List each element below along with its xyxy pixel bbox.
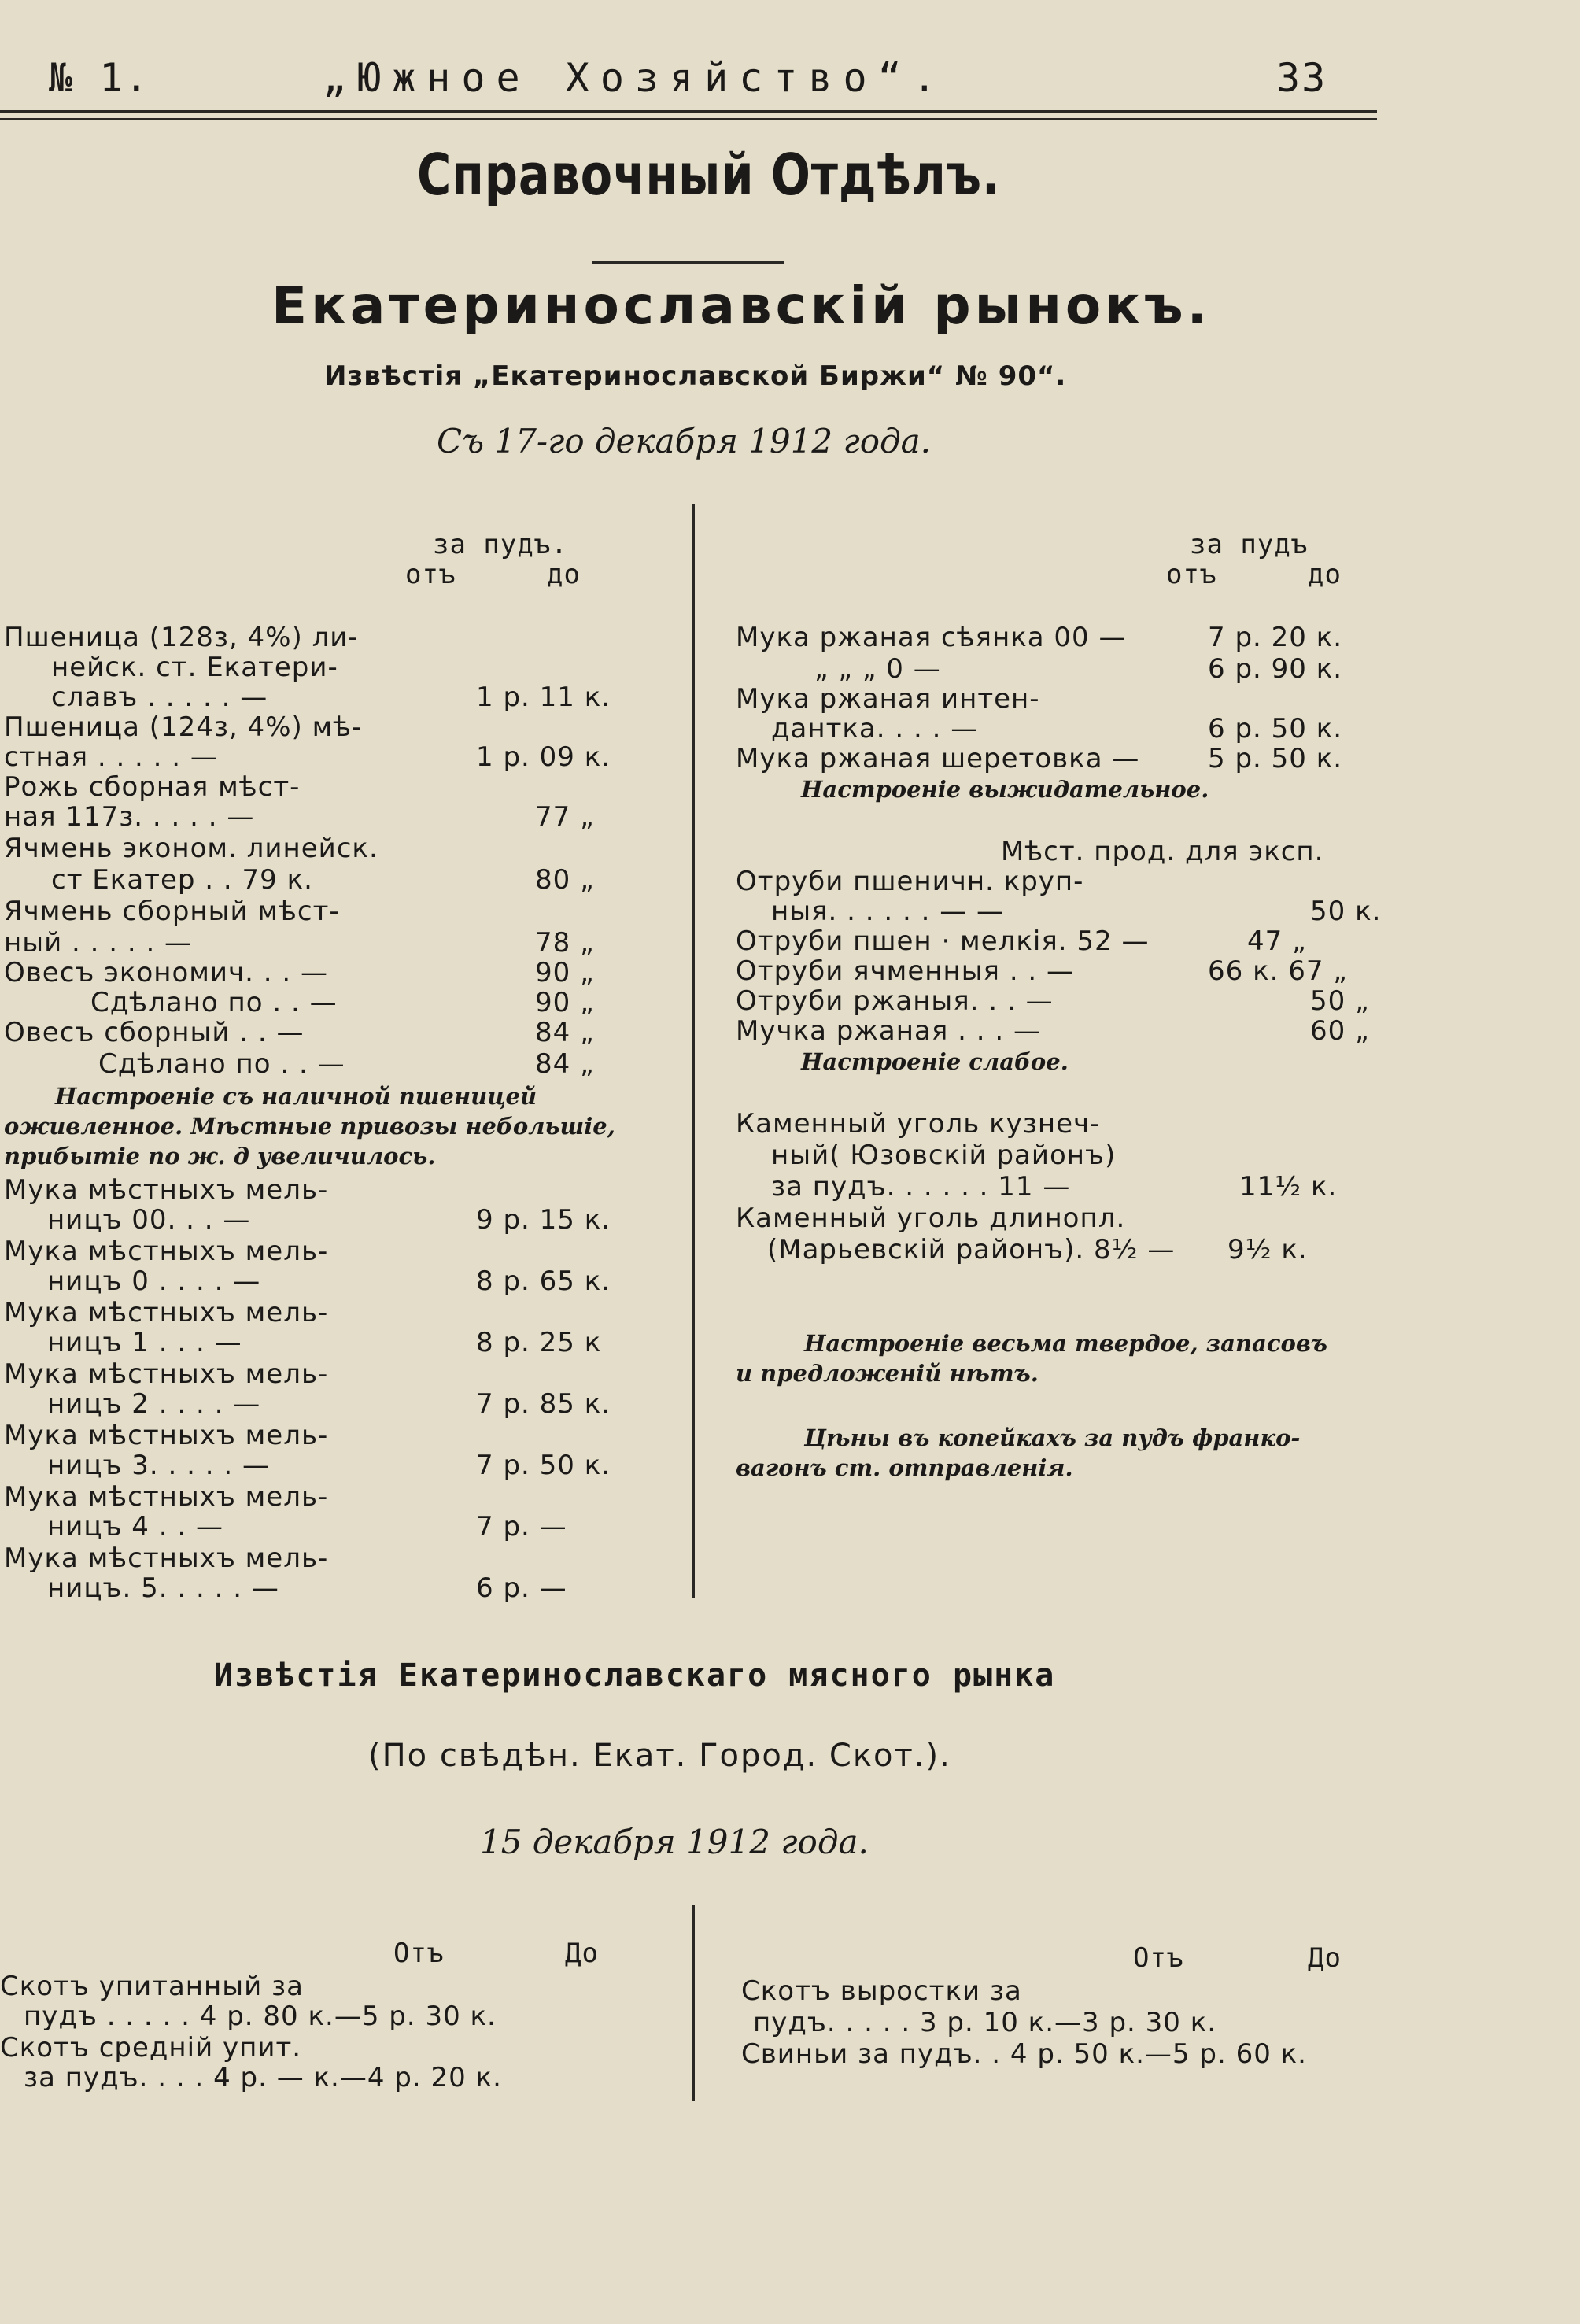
row-value: 50 „ xyxy=(1310,985,1370,1017)
row-label: ст Екатер . . 79 к. xyxy=(51,864,313,896)
note-line: и предложеній нѣтъ. xyxy=(736,1360,1039,1387)
row-label: ницъ 4 . . — xyxy=(47,1511,223,1543)
row-label: Мука ржаная сѣянка 00 — xyxy=(736,622,1127,653)
row-label: ницъ 3. . . . . — xyxy=(47,1450,271,1481)
row-value: 47 „ xyxy=(1247,926,1307,957)
title-divider xyxy=(592,261,784,264)
section-title: Справочный Отдѣлъ. xyxy=(417,142,1001,208)
row-label: (Марьевскій районъ). 8½ — xyxy=(767,1234,1176,1265)
journal-title: „Южное Хозяйство“. xyxy=(323,55,947,101)
note-line: Цѣны въ копейкахъ за пудъ франко- xyxy=(804,1424,1301,1451)
row-label: стная . . . . . — xyxy=(4,741,218,773)
row-label: дантка. . . . — xyxy=(771,713,979,744)
row-label: Пшеница (124з, 4%) мѣ- xyxy=(4,711,363,743)
row-value: 84 „ xyxy=(535,1048,595,1080)
row-label: Мучка ржаная . . . — xyxy=(736,1015,1041,1047)
row-label: ный . . . . . — xyxy=(4,927,193,959)
row-value: 5 р. 50 к. xyxy=(1208,743,1343,774)
date-line: Съ 17-го декабря 1912 года. xyxy=(437,422,932,460)
source-line: Извѣстія „Екатеринославской Биржи“ № 90“. xyxy=(324,360,1067,392)
row-label: Овесъ экономич. . . — xyxy=(4,957,328,988)
row-label: ная 117з. . . . . — xyxy=(4,801,255,833)
row-label: Ячмень эконом. линейск. xyxy=(4,833,378,864)
right-head-from: отъ xyxy=(1166,559,1217,590)
meat-left-head-from: Отъ xyxy=(393,1938,445,1969)
row-value: 6 р. — xyxy=(476,1572,567,1604)
meat-market-subtitle: (По свѣдѣн. Екат. Город. Скот.). xyxy=(368,1738,951,1774)
row-value: 60 „ xyxy=(1310,1015,1370,1047)
row-label: Скотъ выростки за xyxy=(741,1975,1022,2007)
issue-number: № 1. xyxy=(49,55,150,101)
row-value: 6 р. 50 к. xyxy=(1208,713,1343,744)
row-label: Мука мѣстныхъ мель- xyxy=(4,1543,329,1574)
row-label: Отруби пшеничн. круп- xyxy=(736,866,1084,897)
row-label: Сдѣлано по . . — xyxy=(90,987,338,1018)
row-value: 80 „ xyxy=(535,864,595,896)
note-line: прибытіе по ж. д увеличилось. xyxy=(4,1143,436,1169)
row-label: Отруби ржаныя. . . — xyxy=(736,985,1054,1017)
row-label: Ячмень сборный мѣст- xyxy=(4,896,340,927)
row-value: 77 „ xyxy=(535,801,595,833)
right-export-head: Мѣст. прод. для эксп. xyxy=(1001,836,1324,867)
row-value: 7 р. 50 к. xyxy=(476,1450,611,1481)
row-value: 50 к. xyxy=(1310,896,1382,927)
note-line: Настроеніе съ наличной пшеницей xyxy=(55,1083,537,1110)
row-label: Пшеница (128з, 4%) ли- xyxy=(4,622,359,653)
row-value: 9½ к. xyxy=(1227,1234,1308,1265)
row-label: „ „ „ 0 — xyxy=(814,653,941,685)
row-label: ницъ 2 . . . . — xyxy=(47,1388,261,1420)
row-label: Отруби пшен · мелкія. 52 — xyxy=(736,926,1150,957)
row-label: Скотъ средній упит. xyxy=(0,2032,302,2064)
note-line: вагонъ ст. отправленія. xyxy=(736,1454,1073,1481)
row-value: 84 „ xyxy=(535,1017,595,1048)
row-label: Мука мѣстныхъ мель- xyxy=(4,1420,329,1451)
left-head-top: за пудъ. xyxy=(433,529,568,560)
header-rule-top xyxy=(0,110,1377,113)
row-label: ницъ. 5. . . . . — xyxy=(47,1572,279,1604)
meat-right-head-from: Отъ xyxy=(1133,1942,1184,1974)
page-number: 33 xyxy=(1276,55,1327,101)
row-label: за пудъ. . . . . . 11 — xyxy=(771,1171,1071,1203)
row-label: ницъ 0 . . . . — xyxy=(47,1265,261,1297)
row-label: Мука мѣстныхъ мель- xyxy=(4,1297,329,1328)
row-label: Мука мѣстныхъ мель- xyxy=(4,1236,329,1267)
meat-column-separator xyxy=(692,1905,695,2101)
row-label: Мука ржаная интен- xyxy=(736,683,1040,715)
row-value: 11½ к. xyxy=(1239,1171,1338,1203)
row-label: за пудъ. . . . 4 р. — к.—4 р. 20 к. xyxy=(24,2062,502,2093)
row-value: 8 р. 65 к. xyxy=(476,1265,611,1297)
note-line: оживленное. Мѣстные привозы небольшіе, xyxy=(4,1113,615,1140)
note-line: Настроеніе выжидательное. xyxy=(801,776,1209,803)
right-head-top: за пудъ xyxy=(1190,529,1309,560)
row-value: 1 р. 11 к. xyxy=(476,682,611,713)
row-label: Мука ржаная шеретовка — xyxy=(736,743,1140,774)
row-label: Свиньи за пудъ. . 4 р. 50 к.—5 р. 60 к. xyxy=(741,2038,1307,2070)
row-label: Овесъ сборный . . — xyxy=(4,1017,305,1048)
row-label: Каменный уголь длинопл. xyxy=(736,1203,1126,1234)
row-value: 90 „ xyxy=(535,957,595,988)
row-label: Рожь сборная мѣст- xyxy=(4,771,301,803)
meat-right-head-to: До xyxy=(1308,1942,1342,1974)
row-label: Мука мѣстныхъ мель- xyxy=(4,1481,329,1513)
header-rule-bottom xyxy=(0,118,1377,120)
row-value: 8 р. 25 к xyxy=(476,1327,602,1358)
row-label: ный( Юзовскій районъ) xyxy=(771,1140,1117,1171)
row-label: Отруби ячменныя . . — xyxy=(736,955,1075,987)
row-label: ницъ 00. . . — xyxy=(47,1204,251,1236)
row-label: пудъ . . . . . 4 р. 80 к.—5 р. 30 к. xyxy=(24,2001,497,2032)
row-value: 7 р. 20 к. xyxy=(1208,622,1343,653)
row-label: Сдѣлано по . . — xyxy=(98,1048,345,1080)
row-label: Мука мѣстныхъ мель- xyxy=(4,1174,329,1206)
note-line: Настроеніе весьма твердое, запасовъ xyxy=(804,1330,1327,1357)
row-label: Каменный уголь кузнеч- xyxy=(736,1108,1101,1140)
left-head-to: до xyxy=(547,559,581,590)
market-title: Екатеринославскій рынокъ. xyxy=(271,275,1211,336)
row-value: 1 р. 09 к. xyxy=(476,741,611,773)
meat-market-title: Извѣстія Екатеринославскаго мясного рынка xyxy=(214,1657,1056,1694)
row-label: нейск. ст. Екатери- xyxy=(51,652,338,683)
column-separator xyxy=(692,504,695,1598)
row-value: 6 р. 90 к. xyxy=(1208,653,1343,685)
row-value: 9 р. 15 к. xyxy=(476,1204,611,1236)
row-label: пудъ. . . . . 3 р. 10 к.—3 р. 30 к. xyxy=(753,2007,1217,2038)
row-value: 90 „ xyxy=(535,987,595,1018)
row-value: 78 „ xyxy=(535,927,595,959)
row-label: Мука мѣстныхъ мель- xyxy=(4,1358,329,1390)
note-line: Настроеніе слабое. xyxy=(801,1048,1069,1075)
row-label: славъ . . . . . — xyxy=(51,682,268,713)
row-label: Скотъ упитанный за xyxy=(0,1971,304,2002)
row-value: 66 к. 67 „ xyxy=(1208,955,1348,987)
row-value: 7 р. — xyxy=(476,1511,567,1543)
left-head-from: отъ xyxy=(405,559,456,590)
meat-left-head-to: До xyxy=(565,1938,599,1969)
row-label: ницъ 1 . . . — xyxy=(47,1327,242,1358)
row-label: ныя. . . . . . — — xyxy=(771,896,1005,927)
row-value: 7 р. 85 к. xyxy=(476,1388,611,1420)
right-head-to: до xyxy=(1308,559,1342,590)
meat-market-date: 15 декабря 1912 года. xyxy=(480,1823,869,1861)
